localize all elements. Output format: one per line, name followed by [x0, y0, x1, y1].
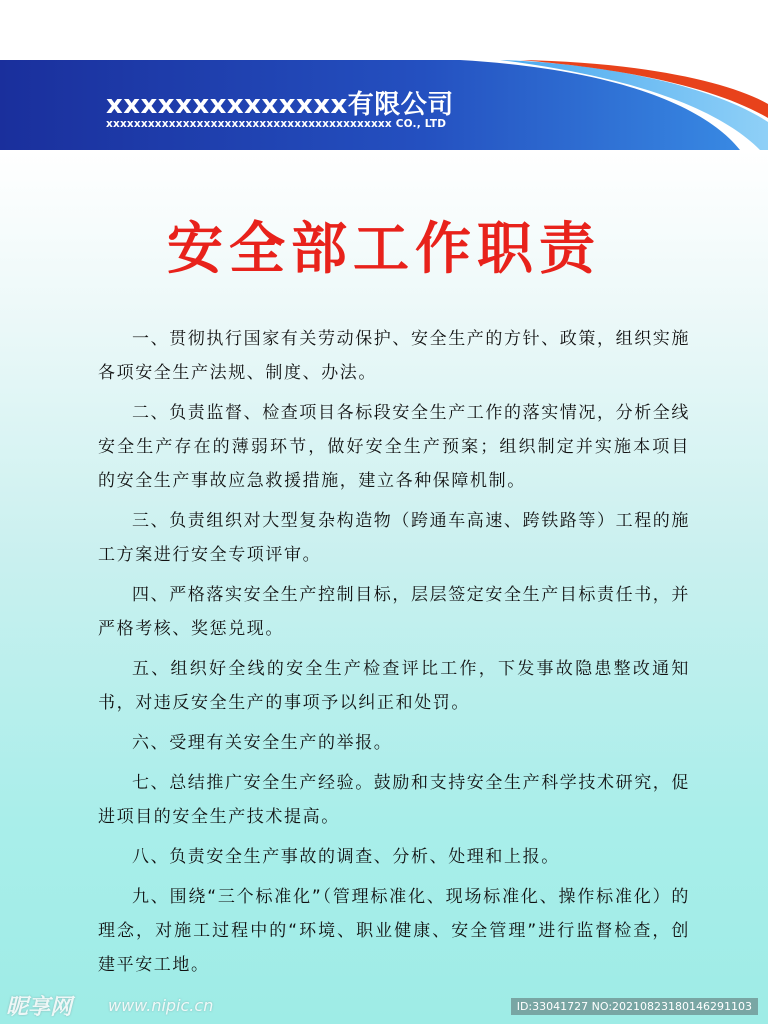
company-name-en: xxxxxxxxxxxxxxxxxxxxxxxxxxxxxxxxxxxxxxxxx CO., LTD: [106, 118, 447, 130]
duty-item: 六、受理有关安全生产的举报。: [132, 733, 393, 753]
duty-item: 七、总结推广安全生产经验。鼓励和支持安全生产科学技术研究，促进项目的安全生产技术提高。: [98, 773, 690, 827]
duty-item: 九、围绕“三个标准化”（管理标准化、现场标准化、操作标准化）的理念，对施工过程中的“环境、职业健康、安全管理”进行监督检查，创建平安工地。: [98, 887, 690, 975]
watermark-id: ID:33041727 NO:20210823180146291103: [511, 998, 758, 1015]
duty-item: 八、负责安全生产事故的调查、分析、处理和上报。: [132, 847, 560, 867]
duty-item: 一、贯彻执行国家有关劳动保护、安全生产的方针、政策，组织实施各项安全生产法规、制度、办法。: [98, 329, 690, 383]
watermark-url: www.nipic.cn: [108, 996, 214, 1015]
duty-item: 二、负责监督、检查项目各标段安全生产工作的落实情况，分析全线安全生产存在的薄弱环节，做好安全生产预案；组织制定并实施本项目的安全生产事故应急救援措施，建立各种保障机制。: [98, 403, 690, 491]
duty-item: 三、负责组织对大型复杂构造物（跨通车高速、跨铁路等）工程的施工方案进行安全专项评审。: [98, 511, 690, 565]
company-name-cn: xxxxxxxxxxxxxx有限公司: [106, 90, 454, 120]
duty-item: 五、组织好全线的安全生产检查评比工作，下发事故隐患整改通知书，对违反安全生产的事项予以纠正和处罚。: [98, 659, 690, 713]
page-title: 安全部工作职责: [167, 217, 601, 282]
duties-list: [98, 322, 690, 988]
duty-item: 四、严格落实安全生产控制目标，层层签定安全生产目标责任书，并严格考核、奖惩兑现。: [98, 585, 690, 639]
watermark-logo: 昵享网: [6, 995, 73, 1020]
